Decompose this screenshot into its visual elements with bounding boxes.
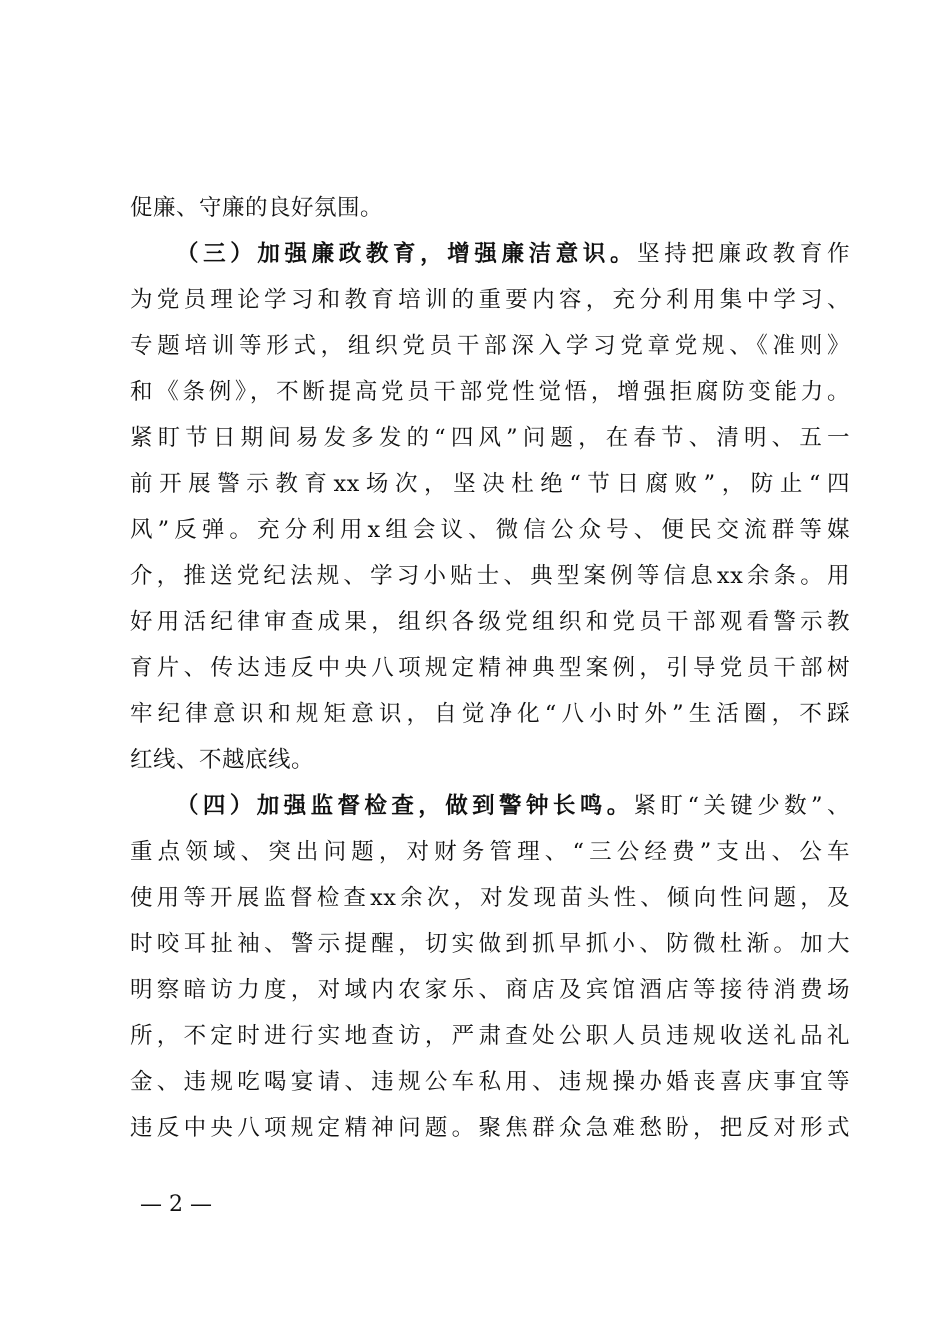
paragraph-line [176, 239, 850, 269]
paragraph-line: 紧盯节日期间易发多发的“四风”问题，在春节、清明、五一 [130, 425, 850, 451]
paragraph-line: 风”反弹。充分利用x组会议、微信公众号、便民交流群等媒 [130, 517, 850, 543]
paragraph-line: 育片、传达违反中央八项规定精神典型案例，引导党员干部树 [130, 655, 850, 681]
paragraph-line: 牢纪律意识和规矩意识，自觉净化“八小时外”生活圈，不踩 [130, 701, 850, 727]
paragraph-line: 好用活纪律审查成果，组织各级党组织和党员干部观看警示教 [130, 609, 850, 635]
paragraph-line: 红线、不越底线。 [130, 747, 315, 773]
paragraph-line [176, 791, 850, 821]
paragraph-line: 专题培训等形式，组织党员干部深入学习党章党规、《准则》 [130, 333, 850, 359]
paragraph-line: 明察暗访力度，对域内农家乐、商店及宾馆酒店等接待消费场 [130, 977, 850, 1003]
paragraph-line: 重点领域、突出问题，对财务管理、“三公经费”支出、公车 [130, 839, 850, 865]
paragraph-line: 违反中央八项规定精神问题。聚焦群众急难愁盼，把反对形式 [130, 1115, 850, 1141]
section-heading-3: （三）加强廉政教育，增强廉洁意识。 [176, 241, 638, 267]
section-heading-4: （四）加强监督检查，做到警钟长鸣。 [176, 793, 634, 819]
paragraph-text: 紧盯“关键少数”、 [633, 793, 850, 819]
page-number: — 2 — [140, 1192, 212, 1217]
paragraph-line: 促廉、守廉的良好氛围。 [130, 195, 384, 221]
paragraph-line: 金、违规吃喝宴请、违规公车私用、违规操办婚丧喜庆事宜等 [130, 1069, 850, 1095]
paragraph-line: 使用等开展监督检查xx余次，对发现苗头性、倾向性问题，及 [130, 885, 850, 911]
paragraph-line: 为党员理论学习和教育培训的重要内容，充分利用集中学习、 [130, 287, 850, 313]
paragraph-line: 时咬耳扯袖、警示提醒，切实做到抓早抓小、防微杜渐。加大 [130, 931, 850, 957]
paragraph-line: 介，推送党纪法规、学习小贴士、典型案例等信息xx余条。用 [130, 563, 850, 589]
paragraph-line: 和《条例》，不断提高党员干部党性觉悟，增强拒腐防变能力。 [130, 379, 850, 405]
paragraph-text: 坚持把廉政教育作 [637, 241, 850, 267]
paragraph-line: 前开展警示教育xx场次，坚决杜绝“节日腐败”，防止“四 [130, 471, 850, 497]
paragraph-line: 所，不定时进行实地查访，严肃查处公职人员违规收送礼品礼 [130, 1023, 850, 1049]
